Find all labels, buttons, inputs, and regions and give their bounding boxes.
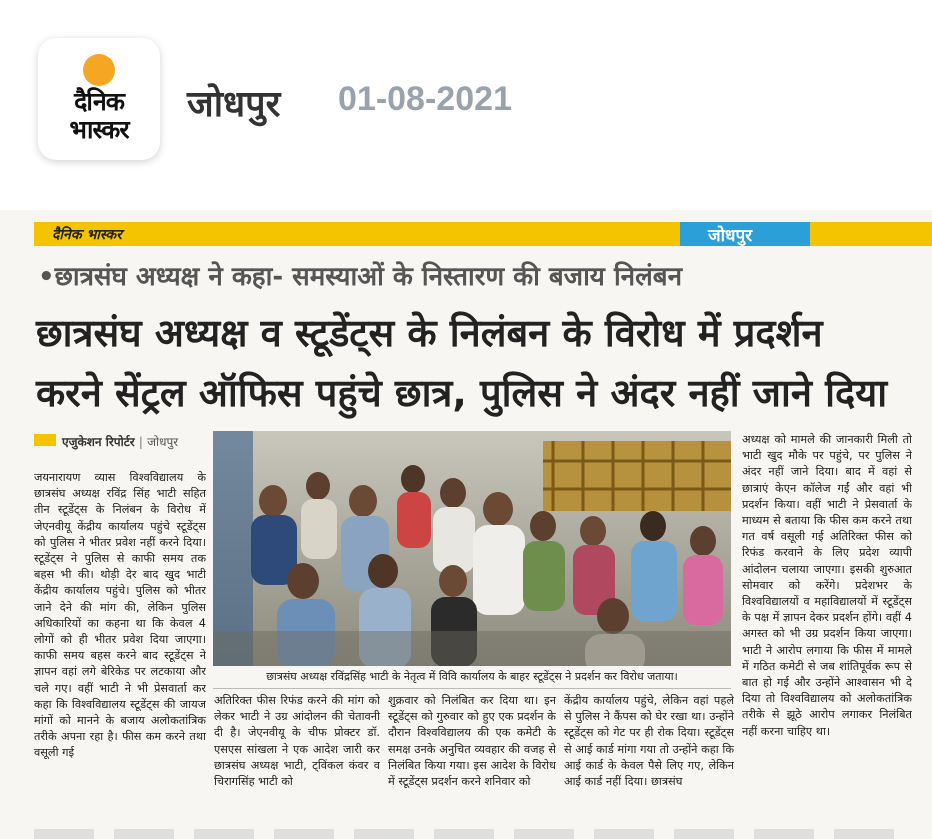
byline-author: एजुकेशन रिपोर्टर [62,435,135,449]
strip-brand-label: दैनिक भास्कर [52,227,122,243]
headline-line2: करने सेंट्रल ऑफिस पहुंचे छात्र, पुलिस ने अंदर नहीं जाने दिया [36,371,888,415]
protest-photo [213,431,731,666]
byline [62,433,178,450]
article-column-5: अध्यक्ष को मामले की जानकारी मिली तो भाटी खुद मौके पर पहुंचे, पर पुलिस ने अंदर नहीं जाने दिया। बाद में वहां से छात्राएं केएन कॉलेज गईं और वहां भी प्रदर्शन किया। वहीं भाटी ने प्रेसवार्ता के माध्यम से बताया कि फीस कम करने तथा गत वर्ष वसूली गई अतिरिक्त फीस को रिफंड करवाने के लिए प्रदेश व्यापी आंदोलन चलाया जाएगा। इसकी शुरुआत सोमवार को करेंगे। प्रदेशभर के विश्वविद्यालयों व महाविद्यालयों में स्टूडेंट्स के पक्ष में ज्ञापन देकर प्रदर्शन होंगे। वहीं 4 अगस्त को भी उग्र प्रदर्शन किया जाएगा। भाटी ने आरोप लगाया कि फीस में मामले में गठित कमेटी से जब शांतिपूर्वक रूप से बात हो गई और उन्होंने आश्वासन भी दे दिया तो विश्वविद्यालय को अलोकतांत्रिक तरीके से झूठे आरोप लगाकर निलंबित नहीं करना चाहिए था। [742,433,912,738]
article-column-4: केंद्रीय कार्यालय पहुंचे, लेकिन वहां पहले से पुलिस ने कैंपस को घेर रखा था। उन्होंने स्टूडेंट्स को गेट पर ही रोक दिया। स्टूडेंट्स से आई कार्ड मांगा गया तो उन्होंने कहा कि आई कार्ड के केवल पैसे लिए गए, लेकिन आई कार्ड नहीं दिया। छात्रसंघ [564,694,734,789]
next-article-cut [34,829,914,839]
sun-icon [83,54,115,86]
byline-marker [34,434,56,446]
byline-place: जोधपुर [147,435,179,449]
article-kicker: •छात्रसंघ अध्यक्ष ने कहा- समस्याओं के निस्तारण की बजाय निलंबन [38,262,683,292]
photo-caption: छात्रसंघ अध्यक्ष रविंद्रसिंह भाटी के नेतृत्व में विवि कार्यालय के बाहर स्टूडेंट्स ने प्रदर्शन कर विरोध जताया। [213,669,731,689]
edition-date: 01-08-2021 [338,80,512,118]
article-column-1: जयनारायण व्यास विश्वविद्यालय के छात्रसंघ अध्यक्ष रविंद्र सिंह भाटी सहित तीन स्टूडेंट्स के निलंबन के विरोध में जेएनवीयू केंद्रीय कार्यालय पहुंचे स्टूडेंट्स को पुलिस ने भीतर प्रवेश नहीं करने दिया। स्टूडेंट्स ने पुलिस से काफी समय तक बहस भी की। थोड़ी देर बाद खुद भाटी केंद्रीय कार्यालय पहुंचे। पुलिस को भीतर जाने देने की मांग की, लेकिन पुलिस अधिकारियों का कहना था कि केवल 4 लोगों को ही भीतर प्रवेश दिया जाएगा। काफी समय बहस करने बाद स्टूडेंट्स ने ज्ञापन वहां लगे बेरिकेड पर लटकाया और चले गए। वहीं भाटी ने भी प्रेसवार्ता कर कहा कि विश्वविद्यालय स्टूडेंट्स की जायज मांगों को मानने के बजाय अलोकतांत्रिक तरीके अपना रहा है। फीस कम करने तथा वसूली गई [34,471,206,760]
brand-strip [34,222,680,246]
strip-city-label: जोधपुर [708,226,753,246]
brand-strip-right [810,222,932,246]
byline-separator: | [138,435,143,449]
logo-text-line1: दैनिक [74,87,124,116]
article-column-2: अतिरिक्त फीस रिफंड करने की मांग को लेकर भाटी ने उग्र आंदोलन की चेतावनी दी है। जेएनवीयू के चीफ प्रोक्टर डॉ. एसएस सांखला ने एक आदेश जारी कर छात्रसंघ अध्यक्ष भाटी, ट्विंकल कंवर व चिरागसिंह भाटी को [214,694,380,789]
headline-line1: छात्रसंघ अध्यक्ष व स्टूडेंट्स के निलंबन के विरोध में प्रदर्शन [36,311,823,355]
app-logo[interactable] [38,38,160,160]
article-headline [36,303,916,423]
city-strip [680,222,810,246]
edition-city: जोधपुर [187,84,281,125]
logo-text-line2: भास्कर [69,115,129,144]
protest-photo-illustration [213,431,731,666]
article-column-3: शुक्रवार को निलंबित कर दिया था। इन स्टूडेंट्स को गुरुवार को हुए एक प्रदर्शन के दौरान विश्वविद्यालय की एक कमेटी के समक्ष उनके अनुचित व्यवहार की वजह से निलंबित किया गया। इस आदेश के विरोध में स्टूडेंट्स प्रदर्शन करने शनिवार को [388,694,556,789]
